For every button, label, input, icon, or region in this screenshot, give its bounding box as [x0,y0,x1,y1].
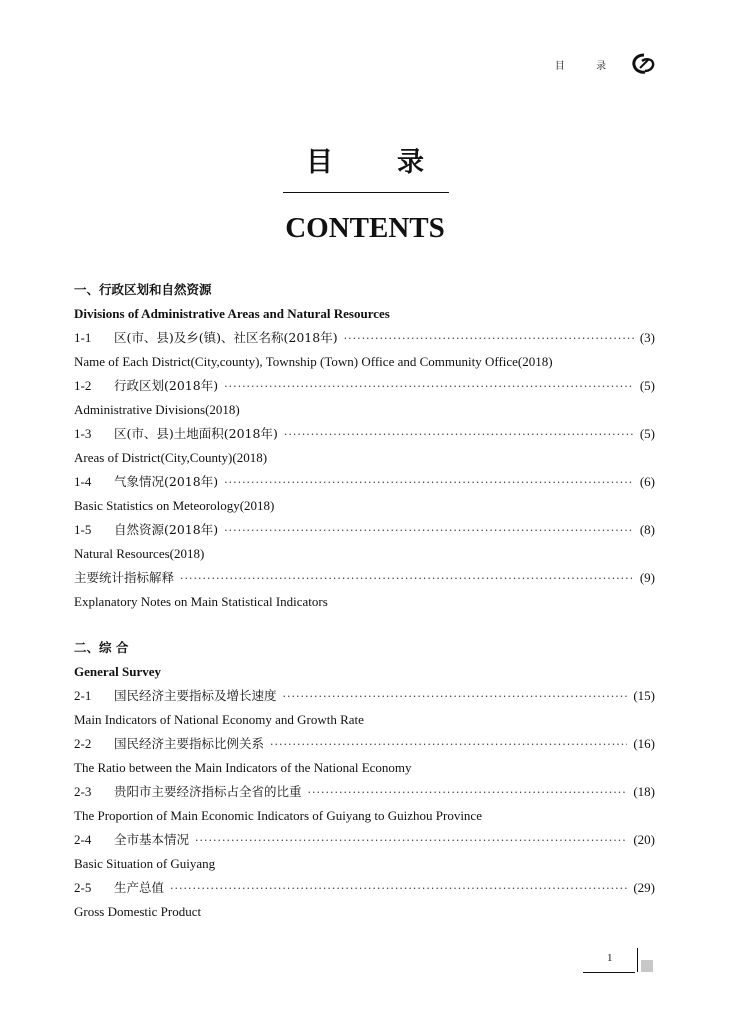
dot-leader [270,733,627,757]
entry-title-en: The Ratio between the Main Indicators of the National Economy [74,760,412,775]
page-title-en: CONTENTS [285,212,445,244]
dot-leader [180,567,634,591]
entry-title-en: Basic Statistics on Meteorology(2018) [74,498,275,513]
entry-title-cn: 区(市、县)土地面积(2018年) [114,426,278,441]
entry-title-en: Gross Domestic Product [74,904,202,919]
section-title-en: General Survey [74,664,162,679]
section-title-cn: 一、行政区划和自然资源 [74,282,212,297]
entry-title-cn: 国民经济主要指标比例关系 [114,736,265,751]
entry-title-cn: 贵阳市主要经济指标占全省的比重 [114,784,302,799]
entry-page: (16) [633,736,655,751]
dot-leader [308,781,628,805]
dot-leader [284,423,634,447]
entry-number: 2-1 [74,688,92,703]
toc-entry[interactable] [74,876,655,900]
header-label: 目 录 [554,60,620,72]
entry-number: 1-1 [74,330,92,345]
entry-title-en: Natural Resources(2018) [74,546,205,561]
entry-number: 2-4 [74,832,92,847]
dot-leader [195,829,627,853]
toc-entry[interactable] [74,828,655,852]
entry-title-en: Basic Situation of Guiyang [74,856,216,871]
toc-entry[interactable] [74,422,655,446]
publisher-logo-icon [630,52,658,76]
entry-number: 1-3 [74,426,92,441]
dot-leader [224,471,634,495]
toc-entry[interactable] [74,566,655,590]
entry-page: (5) [639,426,655,441]
toc-entry[interactable] [74,518,655,542]
entry-title-cn: 全市基本情况 [114,832,190,847]
entry-title-cn: 气象情况(2018年) [114,474,219,489]
page-number: 1 [607,952,613,964]
entry-number: 1-2 [74,378,92,393]
footer-vertical-rule [637,948,638,972]
entry-page: (18) [633,784,655,799]
entry-title-cn: 自然资源(2018年) [114,522,219,537]
entry-title-cn: 行政区划(2018年) [114,378,219,393]
page-title-cn: 目录 [306,147,488,178]
dot-leader [224,375,634,399]
toc-entry[interactable] [74,780,655,804]
entry-title-cn: 区(市、县)及乡(镇)、社区名称(2018年) [114,330,338,345]
footer-marker [641,960,653,972]
entry-page: (6) [639,474,655,489]
section-title-cn: 二、综 合 [74,640,129,655]
dot-leader [170,877,627,901]
entry-number: 2-2 [74,736,92,751]
entry-title-cn: 主要统计指标解释 [74,570,175,585]
entry-title-en: Explanatory Notes on Main Statistical Indicators [74,594,328,609]
entry-number: 1-5 [74,522,92,537]
toc-entry[interactable] [74,684,655,708]
entry-title-en: Name of Each District(City,county), Township (Town) Office and Community Office(2018) [74,354,553,369]
dot-leader [283,685,628,709]
entry-number: 1-4 [74,474,92,489]
toc-section-1 [74,278,655,614]
toc-entry[interactable] [74,470,655,494]
entry-number: 2-5 [74,880,92,895]
entry-title-en: Main Indicators of National Economy and Growth Rate [74,712,364,727]
entry-page: (8) [639,522,655,537]
entry-page: (3) [639,330,655,345]
toc-entry[interactable] [74,374,655,398]
entry-page: (5) [639,378,655,393]
entry-title-en: The Proportion of Main Economic Indicators of Guiyang to Guizhou Province [74,808,482,823]
toc-section-2 [74,636,655,924]
entry-title-en: Administrative Divisions(2018) [74,402,240,417]
entry-page: (20) [633,832,655,847]
entry-title-cn: 生产总值 [114,880,165,895]
entry-title-en: Areas of District(City,County)(2018) [74,450,268,465]
toc-entry[interactable] [74,326,655,350]
title-divider [283,192,449,193]
footer-rule [583,972,635,973]
entry-page: (29) [633,880,655,895]
entry-page: (9) [639,570,655,585]
entry-page: (15) [633,688,655,703]
section-title-en: Divisions of Administrative Areas and Natural Resources [74,306,390,321]
dot-leader [344,327,634,351]
entry-number: 2-3 [74,784,92,799]
dot-leader [224,519,634,543]
entry-title-cn: 国民经济主要指标及增长速度 [114,688,277,703]
toc-entry[interactable] [74,732,655,756]
running-header [555,52,658,76]
